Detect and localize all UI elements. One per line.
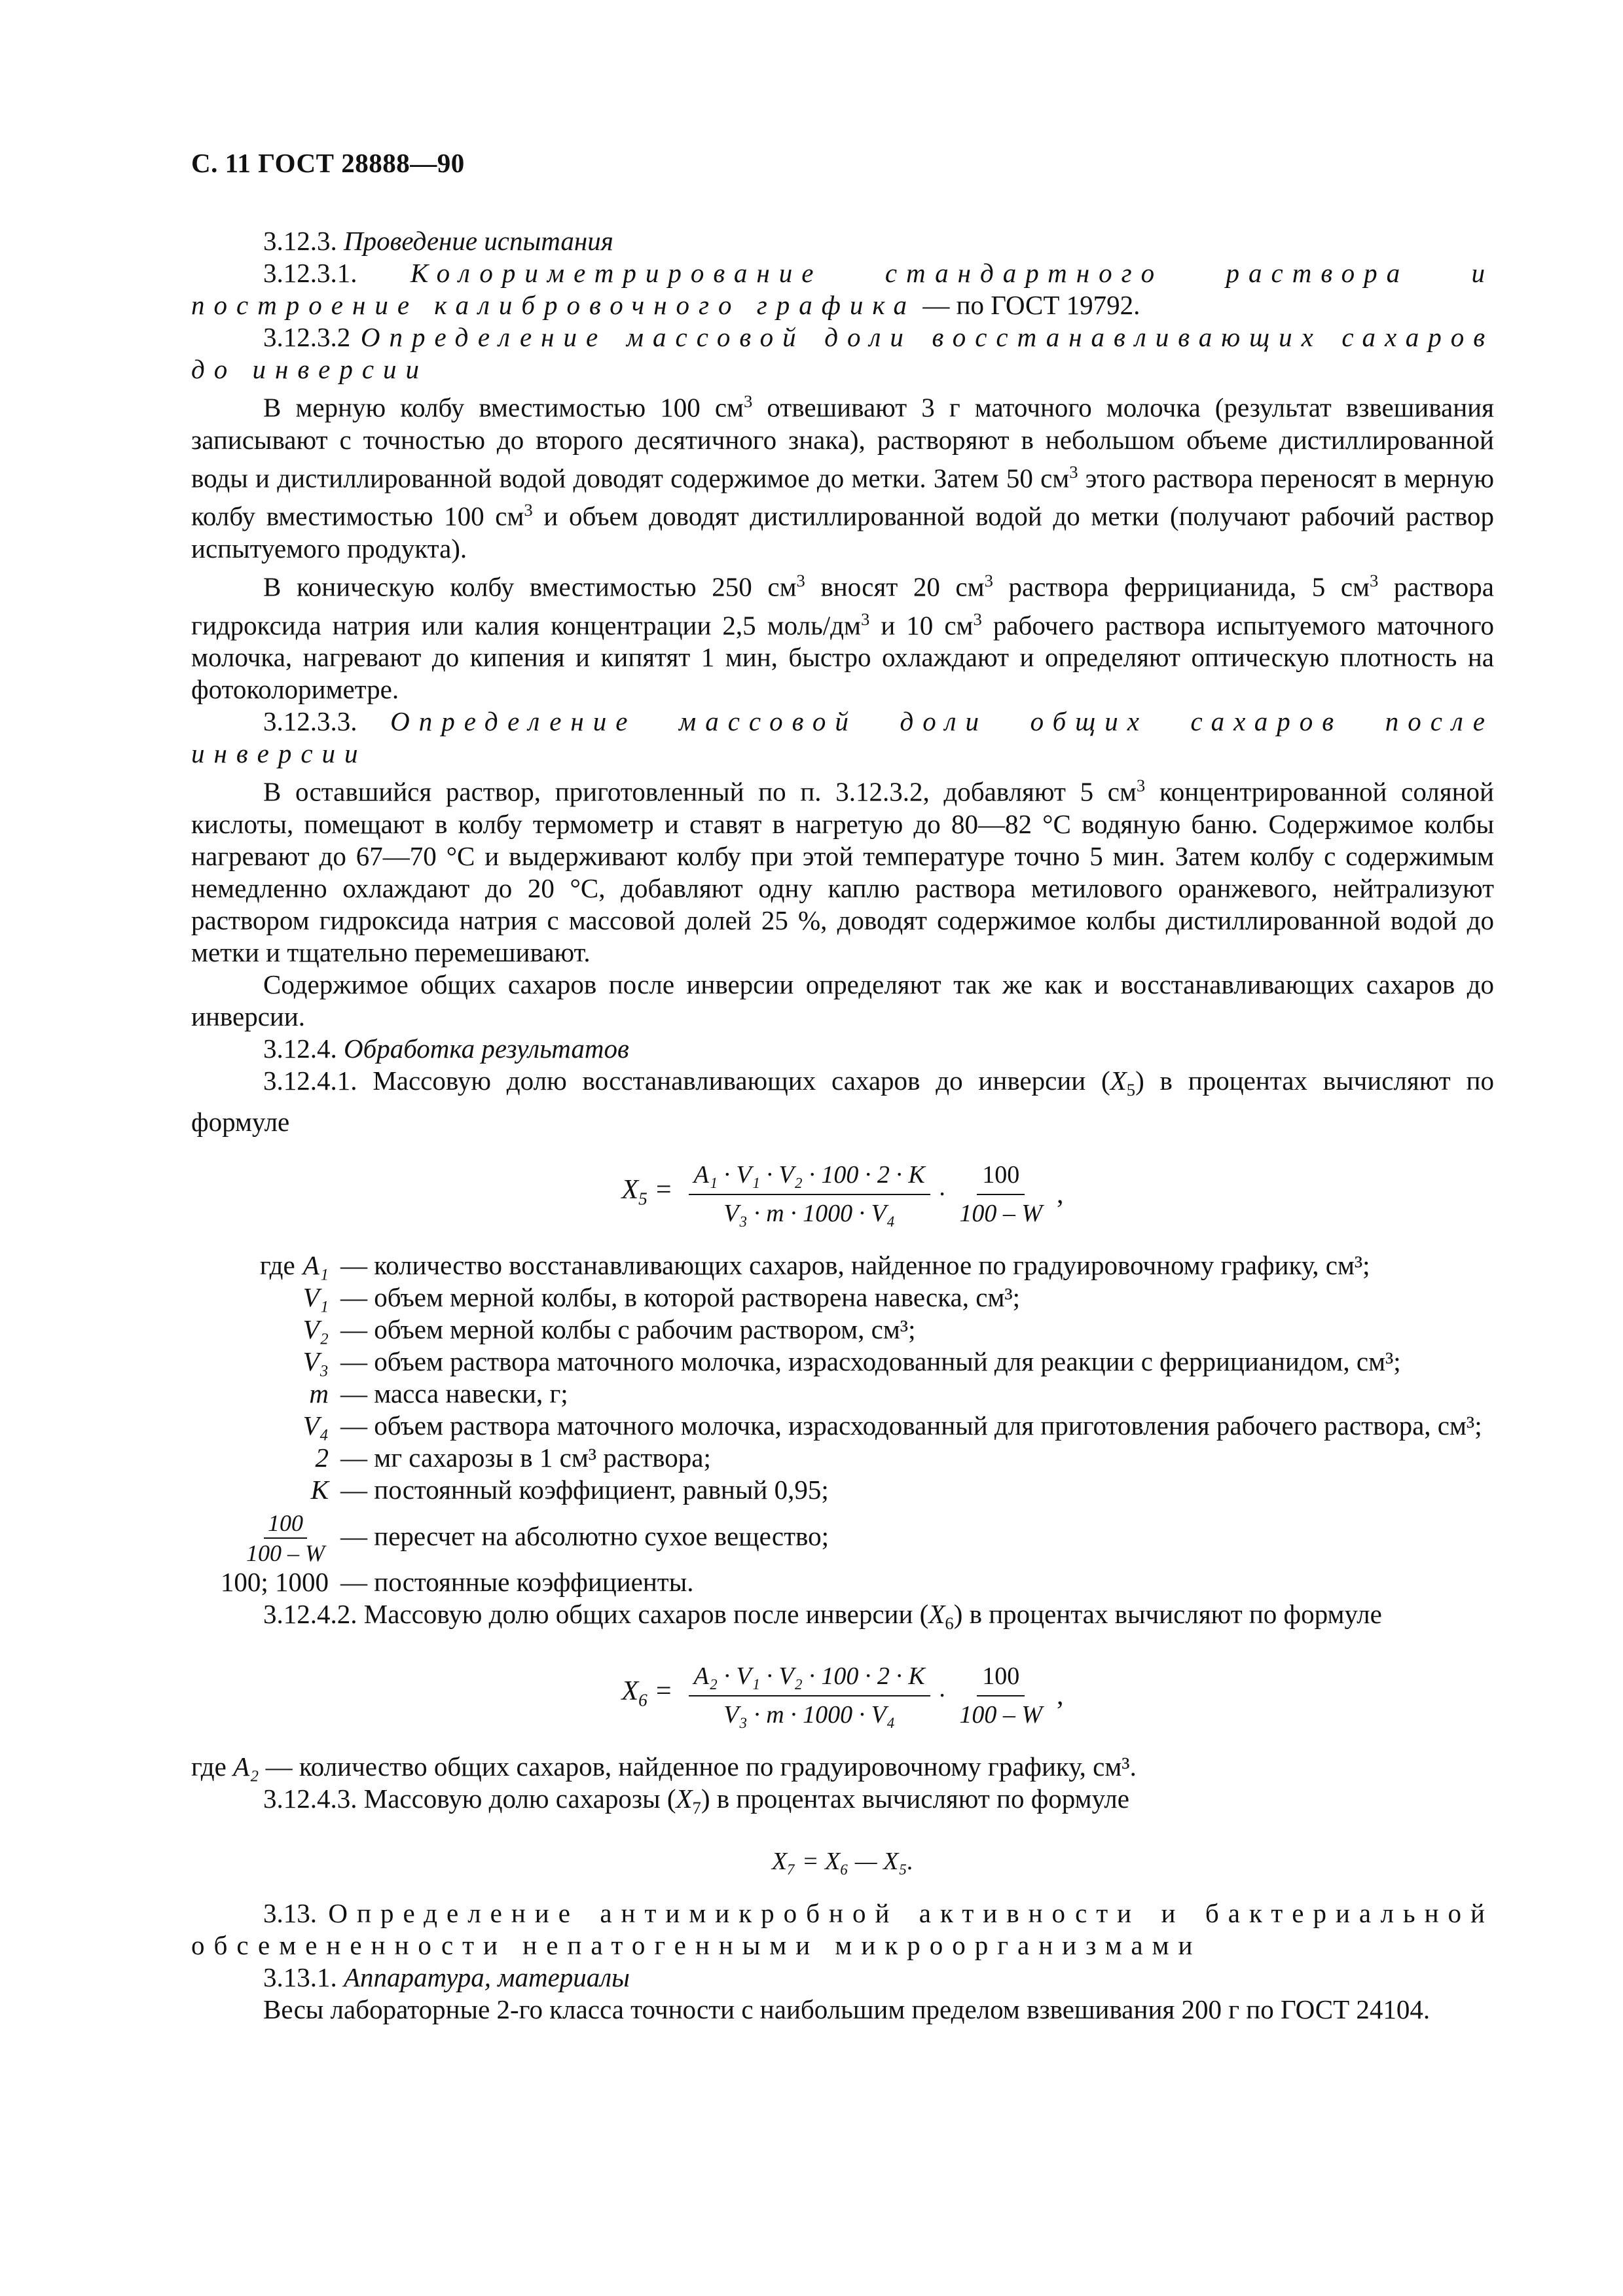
legend-description: — постоянный коэффициент, равный 0,95; [340, 1475, 829, 1505]
legend-symbol: V₃ [302, 1346, 329, 1377]
formula-x7: X₇ = X₆ — X₅. [771, 1847, 914, 1875]
legend-fraction: $\frac{100}{100 - W}$ [246, 1510, 325, 1567]
section-title: Аппаратура, материалы [344, 1962, 630, 1992]
legend-symbol: V₄ [302, 1410, 329, 1441]
section-3-12-3-1 [191, 257, 1494, 321]
paragraph-conical-flask: В коническую колбу вместимостью 250 $см^3$ вносят 20 $см^3$ раствора феррицианида, 5 $см^3$ раствора гидроксида натрия или калия концентрации 2,5 моль/$дм^3$ и 10 $см^3$ рабочего раствора испытуемого маточного молочка, нагревают до кипения и кипятят 1 мин, быстро охлаждают и определяют оптическую плотность на фотоколориметре. [191, 570, 1495, 705]
paragraph-3-12-4-2: 3.12.4.2. Массовую долю общих сахаров после инверсии $(X_6)$ в процентах вычисляют по формуле [263, 1599, 1382, 1634]
legend-symbol: A₁ [302, 1250, 329, 1281]
legend-description: — постоянные коэффициенты. [340, 1567, 694, 1598]
legend-row [191, 1442, 1494, 1474]
legend-row: где A₁ — количество восстанавливающих сахаров, найденное по градуировочному графику, см³; [191, 1249, 1494, 1282]
paragraph-total-sugars: Содержимое общих сахаров после инверсии определяют так же как и восстанавливающих сахаров до инверсии. [191, 969, 1494, 1031]
section-title: Проведение испытания [344, 226, 613, 256]
legend-symbol: V₁ [302, 1282, 329, 1313]
section-3-12-4 [191, 1033, 1494, 1065]
section-3-12-3-2 [191, 321, 1494, 386]
section-number: 3.13.1. [263, 1962, 337, 1992]
legend-description: — количество восстанавливающих сахаров, найденное по градуировочному графику, см³; [340, 1250, 1370, 1281]
legend-symbol: V₂ [302, 1314, 329, 1345]
section-title: Определение массовой доли общих сахаров после инверсии [191, 706, 1494, 769]
legend-symbol: K [310, 1475, 329, 1505]
legend-description: — масса навески, г; [340, 1378, 568, 1409]
paragraph-a2-definition: где A₂ — количество общих сахаров, найденное по градуировочному графику, см³. [191, 1751, 1137, 1782]
section-number: 3.12.4. [263, 1033, 337, 1064]
section-title: Определение массовой доли восстанавливающих сахаров до инверсии [191, 322, 1495, 384]
legend-row [191, 1378, 1494, 1410]
section-3-13-1 [191, 1962, 1494, 1994]
section-number: 3.13. [263, 1897, 317, 1928]
legend-row [191, 1282, 1494, 1314]
section-3-12-3 [191, 225, 1494, 257]
section-number: 3.12.3.1. [263, 258, 357, 288]
section-3-12-3-3 [191, 706, 1494, 770]
formula-x5: $X_5$ = $\frac{\text{A₁ · V₁ · V₂ · 100 · 2 · K}}{\text{V₃ · m · 1000 · V₄}}$ · $\frac{100}{100 - W}$ , [191, 1159, 1494, 1230]
formula-x6: $X_6$ = $\frac{\text{A₂ · V₁ · V₂ · 100 · 2 · K}}{\text{V₃ · m · 1000 · V₄}}$ · $\frac{100}{100 - W}$ , [191, 1660, 1494, 1731]
page-header: С. 11 ГОСТ 28888—90 [191, 148, 465, 178]
section-number: 3.12.3. [263, 226, 337, 256]
paragraph-scales: Весы лабораторные 2-го класса точности с наибольшим пределом взвешивания 200 г по ГОСТ 24104. [263, 1994, 1431, 2024]
legend-description: — объем раствора маточного молочка, израсходованный для реакции с феррицианидом, см³; [340, 1346, 1401, 1377]
formula-legend [191, 1249, 1494, 1598]
legend-row [191, 1314, 1494, 1346]
section-number: 3.12.3.2 [263, 322, 351, 352]
legend-row [191, 1410, 1494, 1442]
paragraph-inversion: В оставшийся раствор, приготовленный по п. 3.12.3.2, добавляют 5 $см^3$ концентрированной соляной кислоты, помещают в колбу термометр и ставят в нагретую до 80—82 °С водяную баню. Содержимое колбы нагревают до 67—70 °С и выдерживают колбу при этой температуре точно 5 мин. Затем колбу с содержимым немедленно охлаждают до 20 °С, добавляют одну каплю раствора метилового оранжевого, нейтрализуют раствором гидроксида натрия с массовой долей 25 %, доводят содержимое колбы дистиллированной водой до метки и тщательно перемешивают. [191, 776, 1494, 967]
legend-symbol: m [309, 1378, 329, 1409]
section-title: Обработка результатов [344, 1033, 629, 1064]
legend-row [191, 1346, 1494, 1378]
paragraph-sample-prep: В мерную колбу вместимостью 100 $см^3$ отвешивают 3 г маточного молочка (результат взвешивания записывают с точностью до второго десятичного знака), растворяют в небольшом объеме дистиллированной воды и дистиллированной водой доводят содержимое до метки. Затем 50 $см^3$ этого раствора переносят в мерную колбу вместимостью 100 $см^3$ и объем доводят дистиллированной водой до метки (получают рабочий раствор испытуемого продукта). [191, 391, 1494, 564]
document-page [191, 147, 1494, 2026]
section-title: Определение антимикробной активности и бактериальной обсемененности непатогенными микроорганизмами [191, 1897, 1494, 1960]
section-3-13 [191, 1897, 1494, 1962]
legend-symbol: 100; 1000 [220, 1567, 329, 1598]
legend-description: — пересчет на абсолютно сухое вещество; [340, 1520, 829, 1551]
section-tail: — по ГОСТ 19792. [916, 290, 1140, 320]
legend-symbol: 2 [315, 1443, 329, 1473]
section-title: Колориметрирование стандартного раствора и построение калибровочного графика [191, 258, 1494, 320]
legend-description: — объем мерной колбы, в которой растворена навеска, см³; [340, 1282, 1021, 1313]
legend-row-fraction [191, 1506, 1494, 1566]
legend-description: — мг сахарозы в 1 см³ раствора; [340, 1443, 711, 1473]
paragraph-3-12-4-3: 3.12.4.3. Массовую долю сахарозы $(X_7)$ в процентах вычисляют по формуле [263, 1784, 1129, 1818]
legend-description: — объем раствора маточного молочка, израсходованный для приготовления рабочего раствора, см³; [340, 1410, 1482, 1441]
legend-description: — объем мерной колбы с рабочим раствором, см³; [340, 1314, 916, 1345]
paragraph-3-12-4-1: 3.12.4.1. Массовую долю восстанавливающих сахаров до инверсии $(X_5)$ в процентах вычисляют по формуле [191, 1065, 1494, 1138]
legend-row [191, 1474, 1494, 1506]
section-number: 3.12.3.3. [263, 706, 357, 737]
legend-row [191, 1566, 1494, 1598]
